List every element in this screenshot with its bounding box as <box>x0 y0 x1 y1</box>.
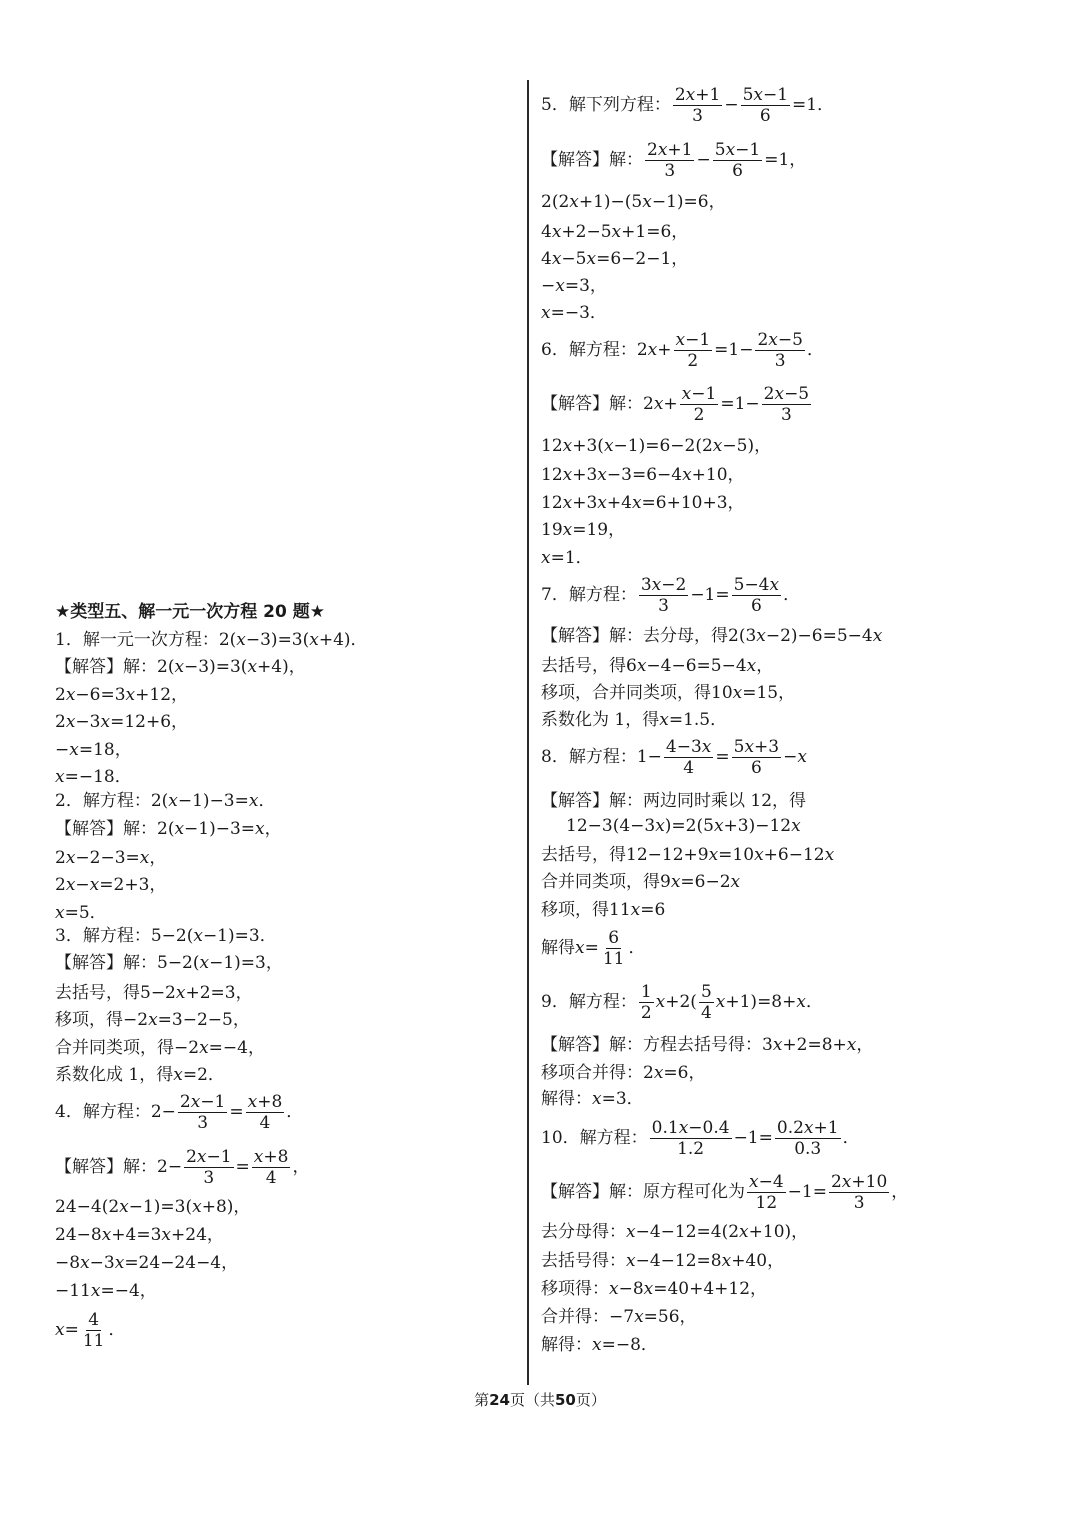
solution-5-line-1: 【解答】解： $\frac{2x+1}{3}$ − $\frac{5x-1}{6}$ =1， <box>541 140 807 181</box>
problem-2: 2．解方程：2(x−1)−3=x． <box>55 791 276 811</box>
solution-8-line-4: 合并同类项，得9x=6−2x <box>541 872 741 892</box>
solution-2-line-1: 【解答】解：2(x−1)−3=x， <box>55 819 282 839</box>
problem-6: 6．解方程：2x+ $\frac{x-1}{2}$ =1− $\frac{2x-5}{3}$ ． <box>541 330 824 371</box>
solution-6-line-5: 19x=19， <box>541 520 626 540</box>
solution-9-line-3: 解得：x=3． <box>541 1089 644 1109</box>
solution-10-line-5: 合并得：−7x=56， <box>541 1307 697 1327</box>
solution-3-line-1: 【解答】解：5−2(x−1)=3， <box>55 953 283 973</box>
solution-1-line-3: 2x−3x=12+6， <box>55 712 189 732</box>
problem-3: 3．解方程：5−2(x−1)=3． <box>55 926 277 946</box>
solution-3-line-2: 去括号，得5−2x+2=3， <box>55 983 253 1003</box>
problem-9: 9．解方程： $\frac{1}{2}$ x+2( $\frac{5}{4}$ x+1)=8+x． <box>541 982 823 1023</box>
solution-8-line-2: 12−3(4−3x)=2(5x+3)−12x <box>566 816 801 836</box>
solution-5-line-3: 4x+2−5x+1=6， <box>541 222 689 242</box>
solution-8-line-6: 解得x= $\frac{6}{11}$ ． <box>541 928 646 969</box>
solution-9-line-2: 移项合并得：2x=6， <box>541 1063 706 1083</box>
solution-5-line-2: 2(2x+1)−(5x−1)=6， <box>541 192 726 212</box>
problem-4: 4．解方程：2− $\frac{2x-1}{3}$ = $\frac{x+8}{4}$ ． <box>55 1092 304 1133</box>
solution-3-line-3: 移项，得−2x=3−2−5， <box>55 1010 250 1030</box>
solution-6-line-3: 12x+3x−3=6−4x+10， <box>541 465 745 485</box>
solution-5-line-5: −x=3， <box>541 276 607 296</box>
solution-5-line-4: 4x−5x=6−2−1， <box>541 249 689 269</box>
solution-6-line-4: 12x+3x+4x=6+10+3， <box>541 493 745 513</box>
solution-7-line-4: 系数化为 1，得x=1.5． <box>541 710 728 730</box>
page-total: 50 <box>555 1391 576 1409</box>
column-divider <box>527 80 529 1385</box>
solution-7-line-1: 【解答】解：去分母，得2(3x−2)−6=5−4x <box>541 626 883 646</box>
solution-6-line-6: x=1． <box>541 548 593 568</box>
solution-2-line-2: 2x−2−3=x， <box>55 848 167 868</box>
solution-3-line-5: 系数化成 1，得x=2． <box>55 1065 225 1085</box>
solution-6-line-2: 12x+3(x−1)=6−2(2x−5)， <box>541 436 772 456</box>
solution-10-line-6: 解得：x=−8． <box>541 1335 658 1355</box>
solution-8-line-5: 移项，得11x=6 <box>541 900 666 920</box>
page-number: 24 <box>489 1391 510 1409</box>
solution-10-line-3: 去括号得：x−4−12=8x+40， <box>541 1251 785 1271</box>
solution-4-line-5: −11x=−4， <box>55 1281 157 1301</box>
solution-10-line-4: 移项得：x−8x=40+4+12， <box>541 1279 768 1299</box>
solution-1-line-4: −x=18， <box>55 740 132 760</box>
solution-4-line-1: 【解答】解：2− $\frac{2x-1}{3}$ = $\frac{x+8}{4}$ ， <box>55 1147 310 1188</box>
problem-5: 5．解下列方程： $\frac{2x+1}{3}$ − $\frac{5x-1}{6}$ =1． <box>541 85 835 126</box>
solution-3-line-4: 合并同类项，得−2x=−4， <box>55 1038 265 1058</box>
solution-2-line-3: 2x−x=2+3， <box>55 875 167 895</box>
solution-8-line-3: 去括号，得12−12+9x=10x+6−12x <box>541 845 835 865</box>
problem-7: 7．解方程： $\frac{3x-2}{3}$ −1= $\frac{5-4x}{6}$ ． <box>541 575 801 616</box>
solution-1-line-2: 2x−6=3x+12， <box>55 685 189 705</box>
page-footer: 第24页（共50页） <box>474 1391 606 1409</box>
problem-10: 10．解方程： $\frac{0.1x-0.4}{1.2}$ −1= $\frac{0.2x+1}{0.3}$ ． <box>541 1118 860 1159</box>
solution-7-line-2: 去括号，得6x−4−6=5−4x， <box>541 656 774 676</box>
solution-4-line-3: 24−8x+4=3x+24， <box>55 1225 224 1245</box>
solution-1-line-1: 【解答】解：2(x−3)=3(x+4)， <box>55 657 306 677</box>
solution-4-line-6: x= $\frac{4}{11}$ ． <box>55 1310 126 1351</box>
problem-8: 8．解方程：1− $\frac{4-3x}{4}$ = $\frac{5x+3}{6}$ −x <box>541 737 807 778</box>
solution-10-line-1: 【解答】解：原方程可化为 $\frac{x-4}{12}$ −1= $\frac{2x+10}{3}$ ， <box>541 1172 909 1213</box>
solution-10-line-2: 去分母得：x−4−12=4(2x+10)， <box>541 1222 809 1242</box>
solution-6-line-1: 【解答】解：2x+ $\frac{x-1}{2}$ =1− $\frac{2x-5}{3}$ <box>541 384 810 425</box>
section-title: ★类型五、解一元一次方程 20 题★ <box>55 602 325 622</box>
solution-5-line-6: x=−3． <box>541 303 607 323</box>
solution-2-line-4: x=5． <box>55 903 107 923</box>
solution-4-line-2: 24−4(2x−1)=3(x+8)， <box>55 1197 251 1217</box>
solution-4-line-4: −8x−3x=24−24−4， <box>55 1253 239 1273</box>
solution-1-line-5: x=−18． <box>55 767 132 787</box>
solution-9-line-1: 【解答】解：方程去括号得：3x+2=8+x， <box>541 1035 874 1055</box>
solution-7-line-3: 移项，合并同类项，得10x=15， <box>541 683 796 703</box>
problem-1: 1．解一元一次方程：2(x−3)=3(x+4)． <box>55 630 368 650</box>
solution-8-line-1: 【解答】解：两边同时乘以 12，得 <box>541 791 807 811</box>
